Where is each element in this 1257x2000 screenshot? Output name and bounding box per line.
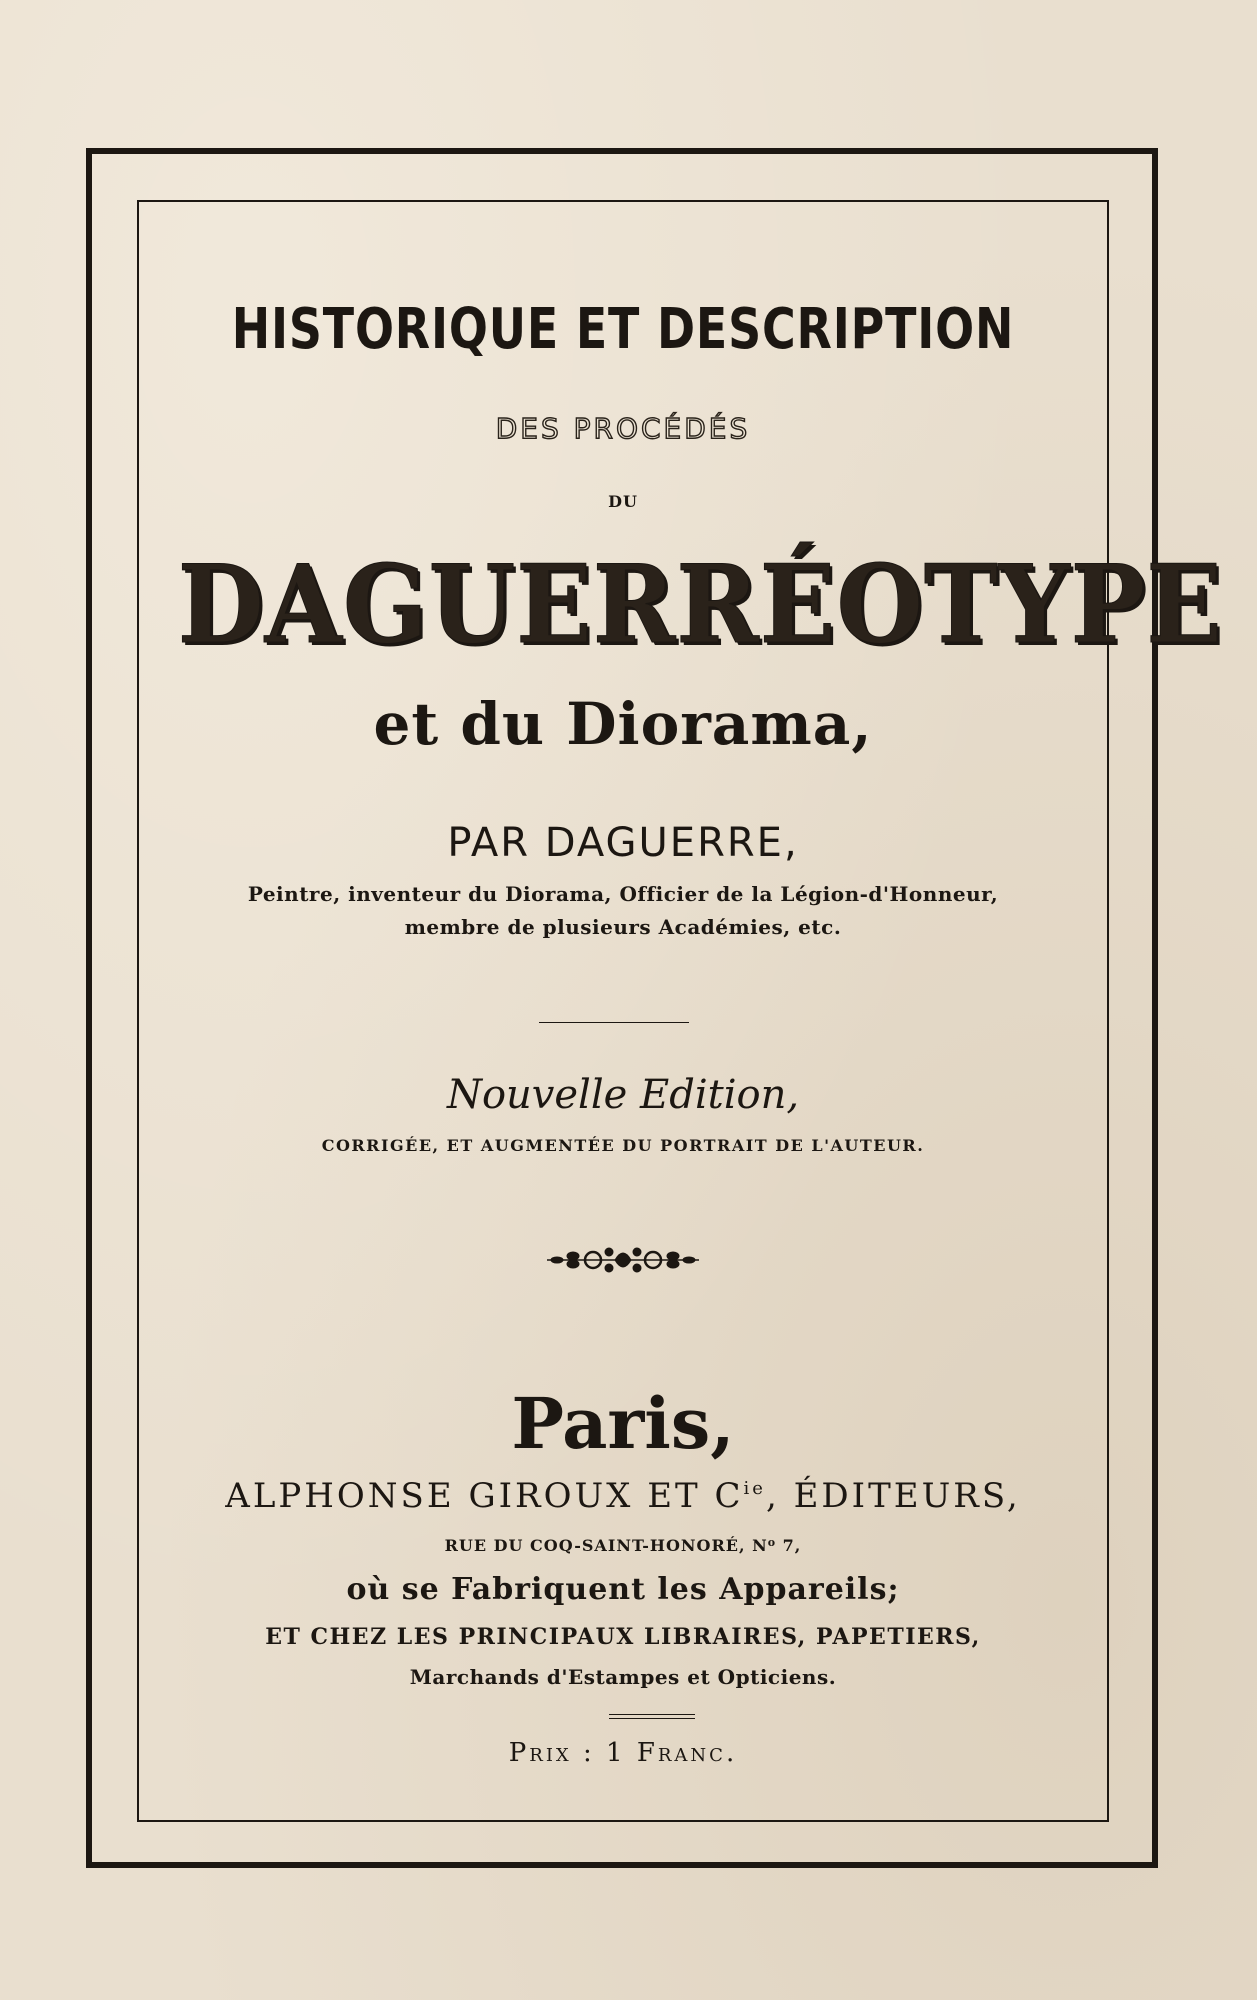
address xyxy=(139,1536,1107,1555)
double-rule xyxy=(609,1714,695,1719)
manufacture-note: où se Fabriquent les Appareils; xyxy=(346,1572,900,1607)
edition: Nouvelle Edition, xyxy=(446,1072,800,1118)
sellers-line-2: Marchands d'Estampes et Opticiens. xyxy=(409,1665,837,1689)
address-number: 7, xyxy=(776,1536,802,1555)
author-description-2: membre de plusieurs Académies, etc. xyxy=(404,915,842,939)
edition-description: CORRIGÉE, ET AUGMENTÉE DU PORTRAIT DE L'AUTEUR. xyxy=(321,1136,925,1155)
sellers-line-1: ET CHEZ LES PRINCIPAUX LIBRAIRES, PAPETIERS, xyxy=(265,1624,981,1650)
publisher-role: , ÉDITEURS, xyxy=(765,1476,1021,1516)
floral-ornament-icon xyxy=(543,1242,703,1278)
publisher-superscript: ie xyxy=(743,1478,766,1499)
divider-rule xyxy=(539,1022,689,1023)
address-superscript: o xyxy=(767,1536,777,1549)
publisher xyxy=(139,1476,1107,1516)
title-page-content xyxy=(139,202,1223,1820)
subtitle: et du Diorama, xyxy=(373,690,873,758)
main-title: DAGUERRÉOTYPE xyxy=(177,542,1223,668)
price: Prix : 1 Franc. xyxy=(508,1738,738,1768)
author-description-1: Peintre, inventeur du Diorama, Officier de la Légion-d'Honneur, xyxy=(247,882,999,906)
publisher-name: ALPHONSE GIROUX ET C xyxy=(225,1476,744,1516)
city: Paris, xyxy=(511,1382,735,1465)
title-line-2: DES PROCÉDÉS xyxy=(495,412,751,445)
title-line-1: HISTORIQUE ET DESCRIPTION xyxy=(231,297,1015,362)
title-line-3: DU xyxy=(608,492,638,511)
address-street: RUE DU COQ-SAINT-HONORÉ, N xyxy=(444,1536,768,1555)
author: PAR DAGUERRE, xyxy=(447,820,799,866)
